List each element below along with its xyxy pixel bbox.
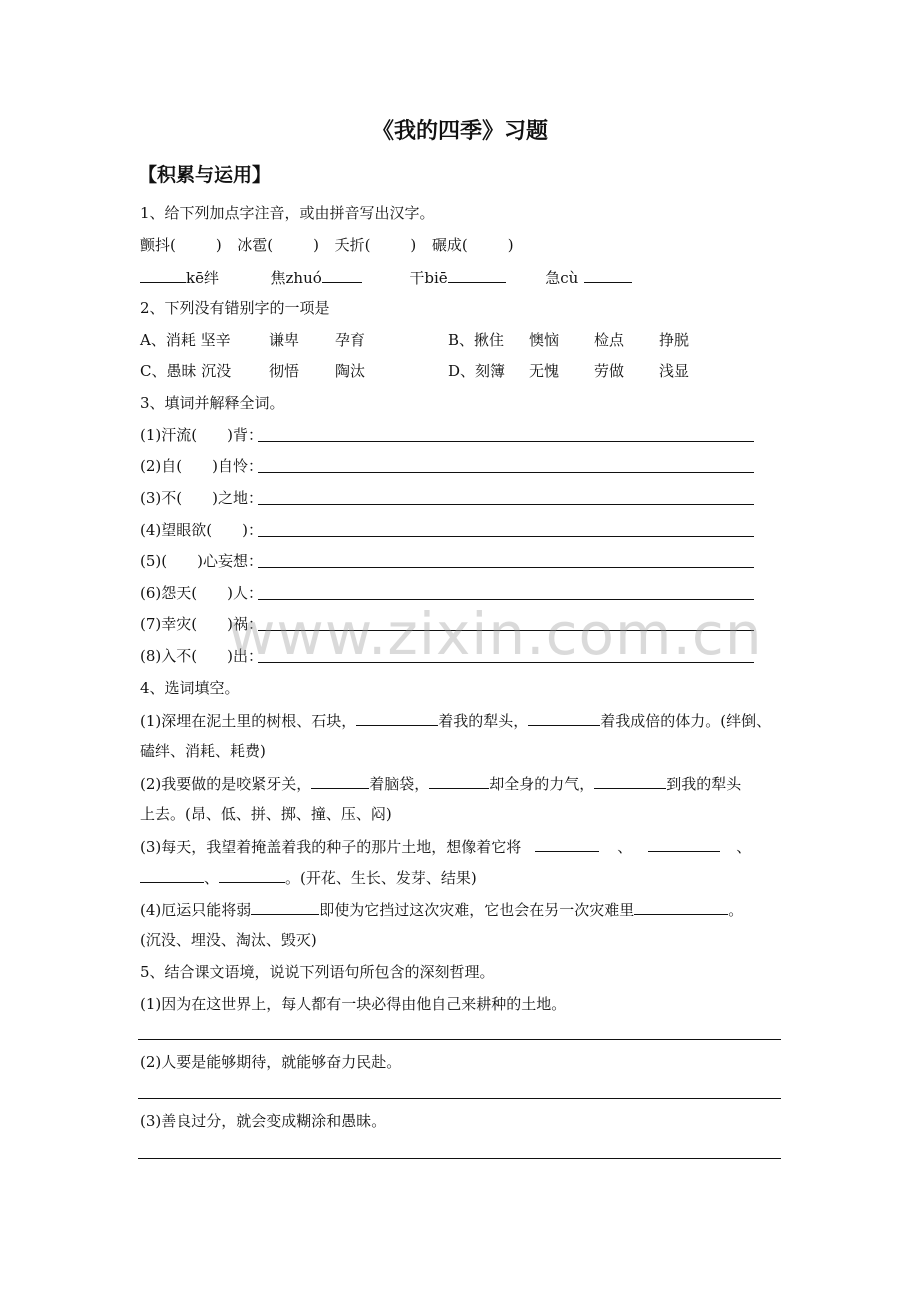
- q5-item: (3)善良过分，就会变成糊涂和愚昧。: [140, 1112, 387, 1130]
- q3-item: (5)( )心妄想：: [140, 552, 263, 570]
- q1-word-2: 冰雹(: [237, 236, 274, 254]
- watermark: www.zixin.com.cn: [228, 600, 763, 668]
- answer-line[interactable]: [138, 1098, 781, 1099]
- q1-prompt: 1、给下列加点字注音，或由拼音写出汉字。: [140, 204, 435, 222]
- q4-sentence-2: (2)我要做的是咬紧牙关， 着脑袋， 却全身的力气， 到我的犁头: [140, 775, 742, 793]
- answer-blank[interactable]: [311, 773, 369, 789]
- q1-word-3: 夭折(: [334, 236, 371, 254]
- q3-item: (8)入不( )出：: [140, 647, 263, 665]
- answer-blank[interactable]: [448, 267, 506, 283]
- q4-sentence-3: (3)每天，我望着掩盖着我的种子的那片土地，想像着它将 、 、: [140, 838, 752, 856]
- q3-item: (3)不( )之地：: [140, 489, 263, 507]
- answer-line[interactable]: [258, 567, 754, 568]
- q3-item: (6)怨天( )人：: [140, 584, 263, 602]
- answer-line[interactable]: [258, 536, 754, 537]
- q3-item: (2)自( )自怜：: [140, 457, 263, 475]
- q3-item: (1)汗流( )背：: [140, 426, 263, 444]
- q3-prompt: 3、填词并解释全词。: [140, 394, 285, 412]
- q1-word-4: 碾成(: [431, 236, 468, 254]
- q3-item: (7)幸灾( )祸：: [140, 615, 263, 633]
- q4-sentence-4: (4)厄运只能将弱 即使为它挡过这次灾难，它也会在另一次灾难里 。: [140, 901, 744, 919]
- answer-line[interactable]: [138, 1039, 781, 1040]
- q1-word-1: 颤抖(: [140, 236, 176, 254]
- q5-item: (1)因为在这世界上，每人都有一块必得由他自己来耕种的土地。: [140, 995, 567, 1013]
- answer-blank[interactable]: [528, 710, 600, 726]
- answer-line[interactable]: [138, 1158, 781, 1159]
- answer-blank[interactable]: [634, 899, 728, 915]
- q4-prompt: 4、选词填空。: [140, 679, 240, 697]
- section-heading: 【积累与运用】: [138, 164, 272, 186]
- q1-row1: 颤抖( ) 冰雹( ) 夭折( ) 碾成( ): [140, 236, 514, 254]
- q1-row2: kē绊 焦zhuó 干biē 急cù: [140, 267, 632, 288]
- q2-prompt: 2、下列没有错别字的一项是: [140, 299, 330, 317]
- answer-blank[interactable]: [584, 267, 632, 283]
- answer-line[interactable]: [258, 441, 754, 442]
- q4-sentence-1: (1)深埋在泥土里的树根、石块， 着我的犁头， 着我成倍的体力。(绊倒、: [140, 712, 772, 730]
- q3-item: (4)望眼欲( )：: [140, 521, 263, 539]
- answer-line[interactable]: [258, 504, 754, 505]
- q5-item: (2)人要是能够期待，就能够奋力民赴。: [140, 1053, 402, 1071]
- q5-prompt: 5、结合课文语境，说说下列语句所包含的深刻哲理。: [140, 963, 495, 981]
- q2-option-a: A、消耗 坚辛: [140, 331, 231, 349]
- answer-blank[interactable]: [356, 710, 438, 726]
- page-title: 《我的四季》习题: [371, 118, 548, 144]
- answer-blank[interactable]: [429, 773, 489, 789]
- answer-blank[interactable]: [140, 867, 204, 883]
- answer-blank[interactable]: [322, 267, 362, 283]
- q2-option-d: D、刻簿: [448, 362, 506, 380]
- q2-option-c: C、愚昧 沉没: [140, 362, 232, 380]
- answer-blank[interactable]: [648, 836, 720, 852]
- answer-line[interactable]: [258, 472, 754, 473]
- q2-option-b: B、揪住: [448, 331, 505, 349]
- answer-blank[interactable]: [594, 773, 666, 789]
- answer-blank[interactable]: [140, 267, 186, 283]
- answer-blank[interactable]: [219, 867, 285, 883]
- answer-blank[interactable]: [535, 836, 599, 852]
- answer-blank[interactable]: [251, 899, 319, 915]
